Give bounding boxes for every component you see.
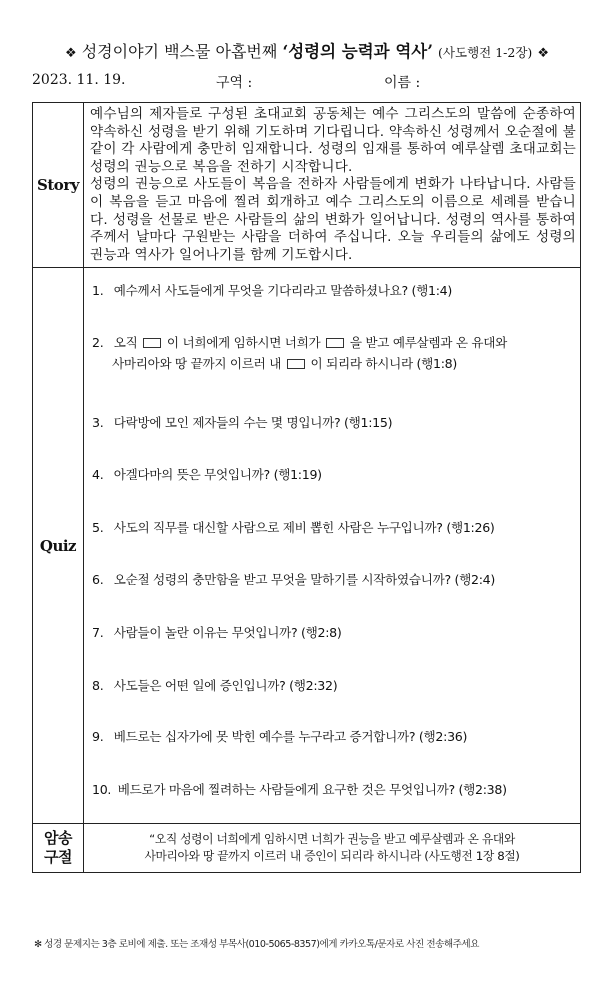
quiz-row — [33, 268, 581, 824]
answer-blank-box[interactable] — [326, 338, 344, 348]
memory-verse-row — [33, 824, 581, 873]
quiz-question-1: 1. 예수께서 사도들에게 무엇을 기다리라고 말씀하셨나요? (행1:4) — [92, 283, 452, 299]
memory-verse-text: “오직 성령이 너희에게 임하시면 너희가 권능을 받고 예루살렘과 온 유대와 사마리아와 땅 끝까지 이르러 내 증인이 되리라 하시니라 (사도행전 1장 8절) — [84, 824, 581, 873]
diamond-ornament-icon: ❖ — [64, 46, 77, 61]
quiz-question-3: 3. 다락방에 모인 제자들의 수는 몇 명입니까? (행1:15) — [92, 415, 393, 431]
story-paragraph-2: 성령의 권능으로 사도들이 복음을 전하자 사람들에게 변화가 나타납니다. 사람들이 복음을 듣고 마음에 찔려 회개하고 예수 그리스도의 이름으로 세례를 받습니다. 성령을 선물로 받은 사람들의 삶의 변화가 일어납니다. 성령의 역사를 통하여 주께서 날마다 구원받는 사람을 더하여 주십니다. 오늘 우리들의 삶에도 성령의 권능과 역사가 일어나기를 함께 기도합시다. — [90, 176, 576, 263]
answer-blank-box[interactable] — [287, 359, 305, 369]
story-paragraph-1: 예수님의 제자들로 구성된 초대교회 공동체는 예수 그리스도의 말씀에 순종하여 약속하신 성령을 받기 위해 기도하며 기다립니다. 약속하신 성령께서 오순절에 불같이 각 사람에게 충만히 임재합니다. 성령의 임재를 통하여 예루살렘 초대교회는 성령의 권능으로 복음을 전하기 시작합니다. — [90, 106, 576, 175]
name-label: 이름 : — [384, 75, 421, 91]
area-label: 구역 : — [216, 75, 253, 91]
story-text — [84, 103, 581, 268]
title-reference: (사도행전 1-2장) — [438, 45, 533, 60]
answer-blank-box[interactable] — [143, 338, 161, 348]
footer-note: ✻ 성경 문제지는 3층 로비에 제출. 또는 조재성 부목사(010-5065-8357)에게 카카오톡/문자로 사진 전송해주세요 — [34, 939, 479, 950]
title-strong: ‘성령의 능력과 역사’ — [282, 42, 433, 61]
quiz-label: Quiz — [33, 268, 84, 824]
title-main: 성경이야기 백스물 아홉번째 — [81, 42, 278, 61]
quiz-question-7: 7. 사람들이 놀란 이유는 무엇입니까? (행2:8) — [92, 625, 342, 641]
quiz-cell — [84, 268, 581, 824]
memory-verse-label: 암송 구절 — [33, 824, 84, 873]
info-row — [32, 72, 614, 92]
quiz-question-4: 4. 아겔다마의 뜻은 무엇입니까? (행1:19) — [92, 467, 322, 483]
quiz-question-10: 10. 베드로가 마음에 찔려하는 사람들에게 요구한 것은 무엇입니까? (행2:38) — [92, 782, 507, 798]
quiz-question-9: 9. 베드로는 십자가에 못 박힌 예수를 누구라고 증거합니까? (행2:36) — [92, 729, 468, 745]
date: 2023. 11. 19. — [32, 72, 126, 88]
quiz-question-5: 5. 사도의 직무를 대신할 사람으로 제비 뽑힌 사람은 누구입니까? (행1:26) — [92, 520, 495, 536]
quiz-list — [84, 268, 580, 823]
story-row — [33, 103, 581, 268]
story-label: Story — [33, 103, 84, 268]
worksheet-title — [0, 38, 614, 62]
quiz-question-2: 2. 오직 이 너희에게 임하시면 너희가 을 받고 예루살렘과 온 유대와 사마리아와 땅 끝까지 이르러 내 이 되리라 하시니라 (행1:8) — [92, 335, 508, 372]
quiz-question-8: 8. 사도들은 어떤 일에 증인입니까? (행2:32) — [92, 678, 338, 694]
diamond-ornament-icon: ❖ — [537, 46, 550, 61]
worksheet-table — [32, 102, 581, 873]
quiz-question-6: 6. 오순절 성령의 충만함을 받고 무엇을 말하기를 시작하였습니까? (행2:4) — [92, 572, 495, 588]
